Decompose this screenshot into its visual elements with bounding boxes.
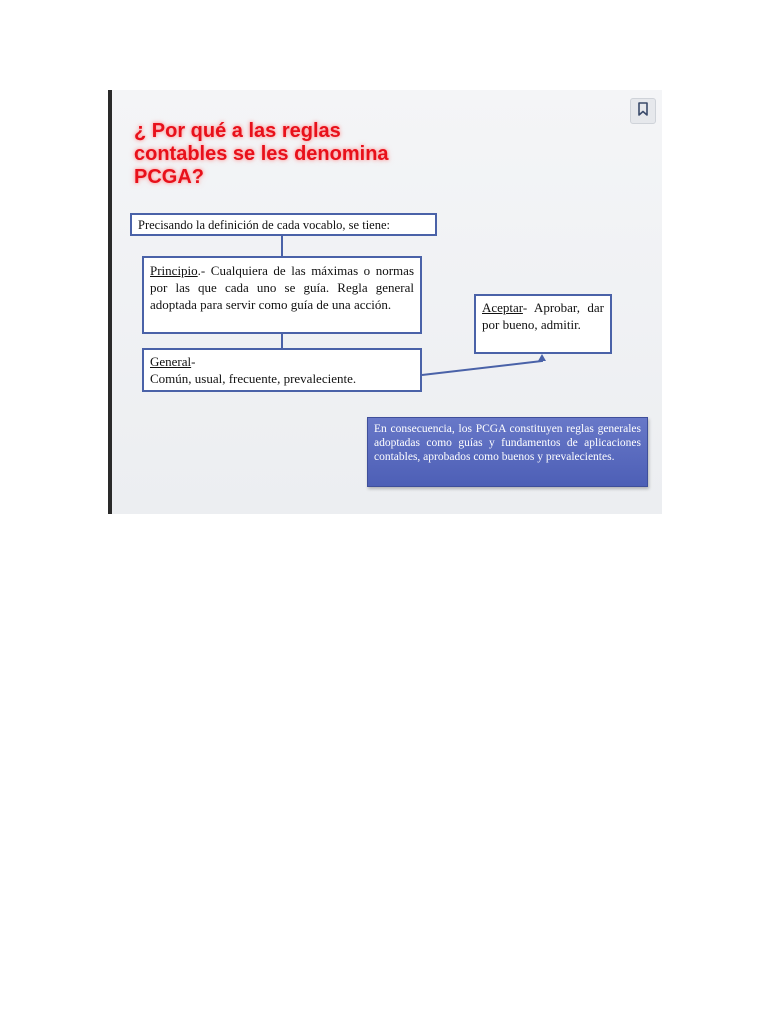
connector-arrowhead <box>538 354 546 361</box>
general-definition: Común, usual, frecuente, prevaleciente. <box>150 371 357 386</box>
intro-box: Precisando la definición de cada vocablo, se tiene: <box>130 213 437 236</box>
aceptar-term: Aceptar <box>482 300 523 315</box>
principio-term: Principio <box>150 263 198 278</box>
slide <box>108 90 662 514</box>
principio-box <box>142 256 422 334</box>
general-suffix: - <box>191 354 196 369</box>
general-term: General <box>150 354 192 369</box>
aceptar-box <box>474 294 612 354</box>
conclusion-box: En consecuencia, los PCGA constituyen reglas generales adoptadas como guías y fundamentos de aplicaciones contables, aprobados como buenos y prevalecientes. <box>367 417 648 487</box>
bookmark-icon <box>637 102 649 121</box>
connector-general-aceptar <box>422 356 542 375</box>
general-box <box>142 348 422 392</box>
principio-definition: .- Cualquiera de las máximas o normas por las que cada uno se guía. Regla general adoptada para servir como guía de una acción. <box>150 263 414 312</box>
slide-title: ¿ Por qué a las reglas contables se les denomina PCGA? <box>134 120 389 188</box>
bookmark-button[interactable] <box>630 98 656 124</box>
aceptar-definition: - Aprobar, dar por bueno, admitir. <box>482 300 604 332</box>
